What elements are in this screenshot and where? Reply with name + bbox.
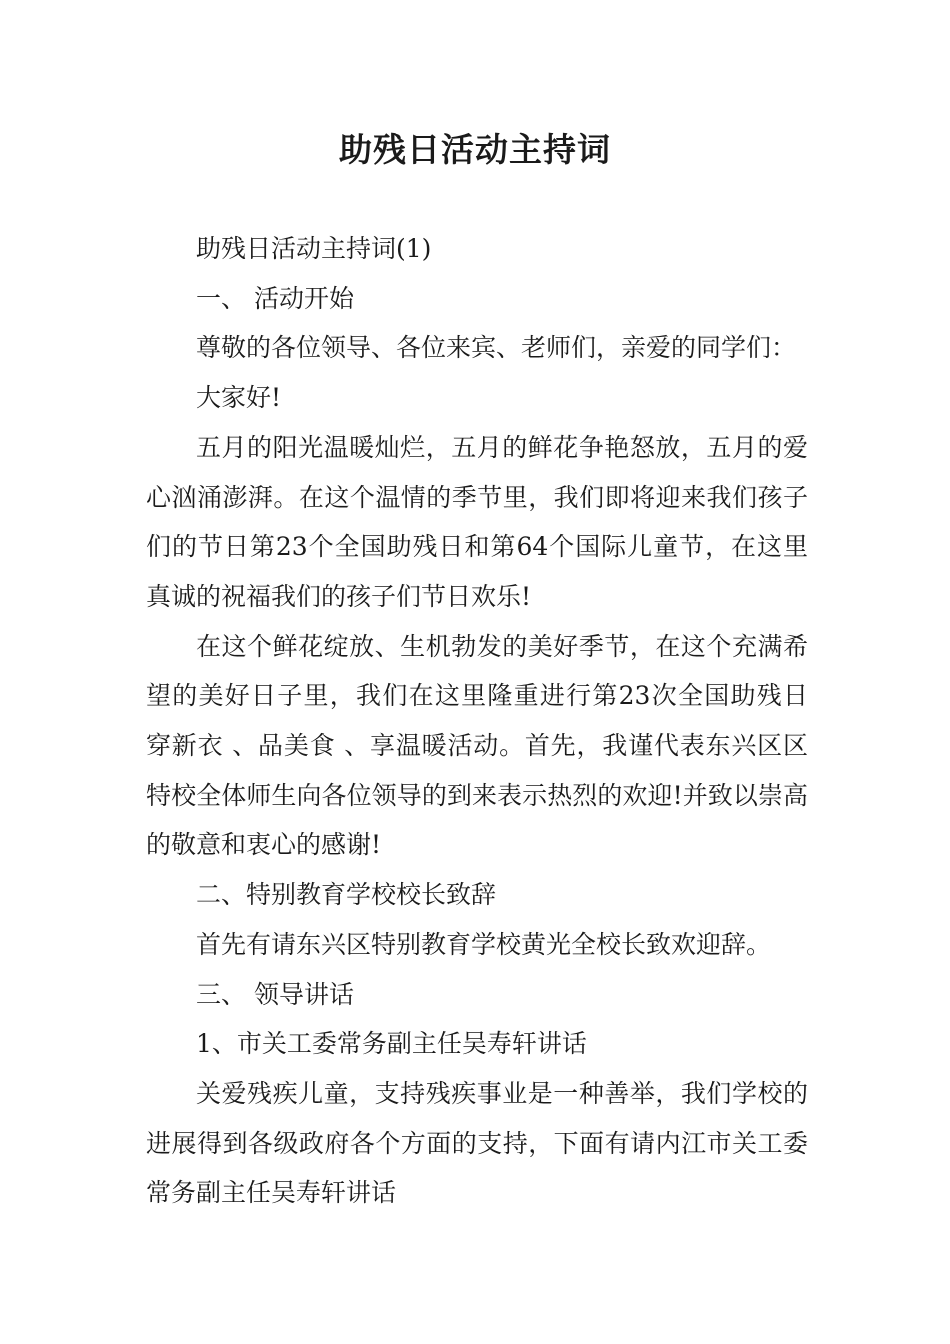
- paragraph-section-3-heading: 三、 领导讲话: [196, 979, 354, 1009]
- paragraph-greeting: 大家好!: [196, 383, 282, 413]
- paragraph-principal-invite: 首先有请东兴区特别教育学校黄光全校长致欢迎辞。: [196, 929, 772, 959]
- paragraph-speech-1-intro: 关爱残疾儿童，支持残疾事业是一种善举，我们学校的进展得到各级政府各个方面的支持，下面有请内江市关工委常务副主任吴寿轩讲话: [146, 1078, 808, 1208]
- paragraph-section-2-heading: 二、特别教育学校校长致辞: [196, 880, 497, 910]
- paragraph-speech-1-heading: 1、市关工委常务副主任吴寿轩讲话: [196, 1029, 587, 1059]
- document-body: [146, 224, 808, 1218]
- paragraph-subtitle: 助残日活动主持词(1): [196, 234, 432, 263]
- paragraph-may-intro: 五月的阳光温暖灿烂，五月的鲜花争艳怒放，五月的爱心汹涌澎湃。在这个温情的季节里，我们即将迎来我们孩子们的节日第23个全国助残日和第64个国际儿童节，在这里真诚的祝福我们的孩子们节日欢乐!: [146, 432, 808, 611]
- paragraph-section-1-heading: 一、 活动开始: [196, 283, 354, 313]
- paragraph-welcome: 在这个鲜花绽放、生机勃发的美好季节，在这个充满希望的美好日子里，我们在这里隆重进行第23次全国助残日 穿新衣 、品美食 、享温暖活动。首先，我谨代表东兴区区特校全体师生向各位领导的到来表示热烈的欢迎!并致以崇高的敬意和衷心的感谢!: [146, 631, 808, 860]
- paragraph-salutation: 尊敬的各位领导、各位来宾、老师们，亲爱的同学们：: [196, 333, 797, 363]
- document-title: 助残日活动主持词: [339, 130, 611, 169]
